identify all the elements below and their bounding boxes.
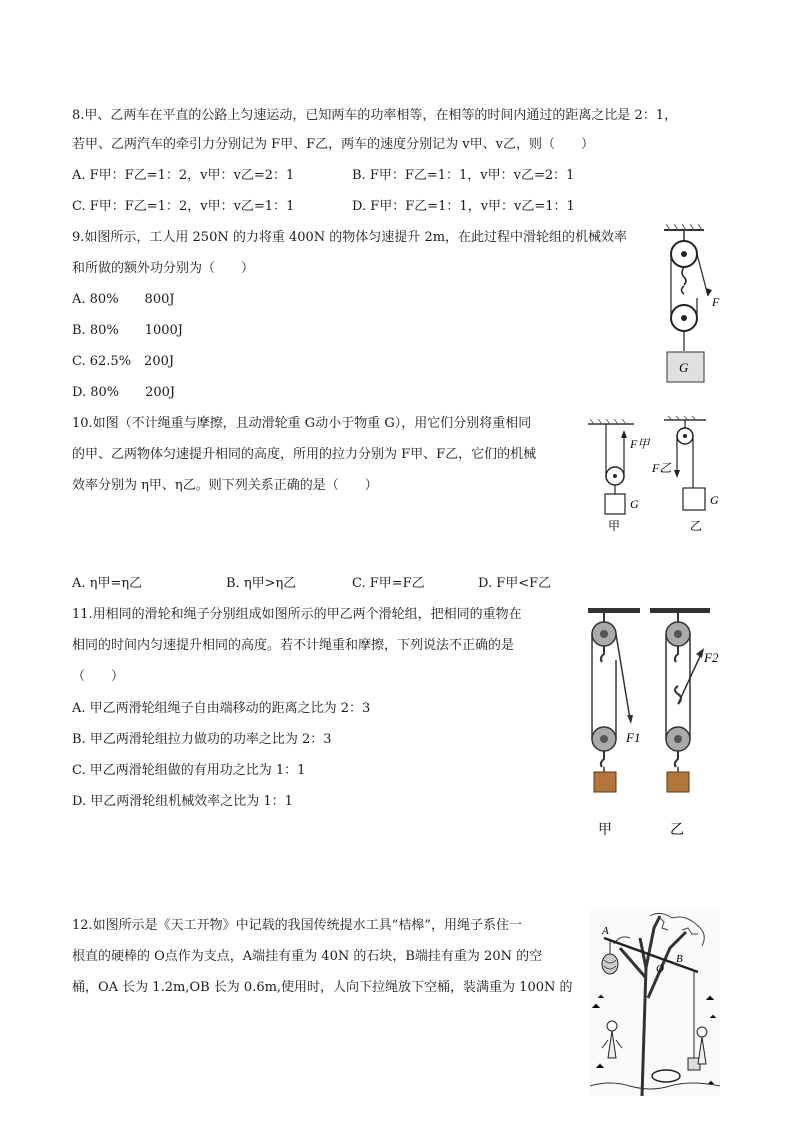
q10-figure-weight-1-label: G (630, 497, 639, 511)
q11-option-a: A. 甲乙两滑轮组绳子自由端移动的距离之比为 2：3 (72, 701, 371, 716)
q11-figure-caption-2: 乙 (670, 823, 684, 838)
q10-option-c: C. F甲=F乙 (352, 576, 425, 591)
q9-option-c: C. 62.5% 200J (72, 354, 175, 369)
q10-figure-caption-2: 乙 (690, 519, 703, 533)
q11-option-c: C. 甲乙两滑轮组做的有用功之比为 1：1 (72, 763, 306, 778)
q9-option-d: D. 80% 200J (72, 385, 176, 400)
q11-figure-force-2-label: F2 (704, 650, 719, 665)
q12-stem-line1: 12.如图所示是《天工开物》中记载的我国传统提水工具“桔槔”，用绳子系住一 (72, 918, 522, 933)
q10-stem-line1: 10.如图（不计绳重与摩擦，且动滑轮重 G动小于物重 G），用它们分别将重相同 (72, 416, 532, 431)
q10-figure-caption-1: 甲 (608, 519, 621, 533)
q11-stem-line3: （ ） (72, 669, 125, 684)
q8-option-d: D. F甲：F乙=1：1，v甲：v乙=1：1 (352, 199, 575, 214)
q12-figure-a-label: A (602, 925, 609, 937)
q9-option-b: B. 80% 1000J (72, 323, 184, 338)
q10-option-b: B. η甲>η乙 (226, 576, 297, 591)
q10-stem-line2: 的甲、乙两物体匀速提升相同的高度，所用的拉力分别为 F甲、F乙，它们的机械 (72, 447, 537, 462)
q9-pulley-figure (650, 224, 730, 386)
q9-option-a: A. 80% 800J (72, 292, 175, 307)
q10-figure-weight-2-label: G (710, 493, 719, 507)
q10-option-a: A. η甲=η乙 (72, 576, 143, 591)
q12-stem-line3: 桶，OA 长为 1.2m,OB 长为 0.6m,使用时，人向下拉绳放下空桶，装满重为 100N 的 (72, 980, 573, 995)
q12-figure-o-label: O (656, 963, 664, 975)
q9-figure-force-label: F (712, 295, 720, 309)
q10-figure-force-2-label: F乙 (652, 461, 672, 475)
q11-option-d: D. 甲乙两滑轮组机械效率之比为 1：1 (72, 794, 293, 809)
q12-figure-b-label: B (676, 953, 683, 965)
q12-jiegao-illustration (590, 908, 720, 1096)
q9-figure-weight-label: G (679, 360, 689, 375)
q11-stem-line2: 相同的时间内匀速提升相同的高度。若不计绳重和摩擦，下列说法不正确的是 (72, 638, 515, 653)
q11-figure-caption-1: 甲 (598, 823, 612, 838)
q8-option-c: C. F甲：F乙=1：2，v甲：v乙=1：1 (72, 199, 295, 214)
q8-stem-line1: 8.甲、乙两车在平直的公路上匀速运动，已知两车的功率相等，在相等的时间内通过的距离之比是 2：1， (72, 108, 678, 123)
q8-option-a: A. F甲：F乙=1：2，v甲：v乙=2：1 (72, 168, 295, 183)
q10-option-d: D. F甲<F乙 (478, 576, 552, 591)
q11-pulley-figure (574, 604, 724, 844)
q9-stem-line1: 9.如图所示，工人用 250N 的力将重 400N 的物体匀速提升 2m，在此过程中滑轮组的机械效率 (72, 230, 628, 245)
q11-figure-force-1-label: F1 (626, 730, 641, 745)
q12-stem-line2: 根直的硬棒的 O点作为支点，A端挂有重为 40N 的石块，B端挂有重为 20N 的空 (72, 949, 543, 964)
q10-figure-force-1-label: F甲 (630, 437, 650, 451)
q8-stem-line2: 若甲、乙两汽车的牵引力分别记为 F甲、F乙，两车的速度分别记为 v甲、v乙，则（ ） (72, 137, 594, 152)
q11-option-b: B. 甲乙两滑轮组拉力做功的功率之比为 2：3 (72, 732, 332, 747)
q8-option-b: B. F甲：F乙=1：1，v甲：v乙=2：1 (352, 168, 575, 183)
q10-stem-line3: 效率分别为 η甲、η乙。则下列关系正确的是（ ） (72, 478, 378, 493)
q11-stem-line1: 11.用相同的滑轮和绳子分别组成如图所示的甲乙两个滑轮组，把相同的重物在 (72, 607, 522, 622)
q9-stem-line2: 和所做的额外功分别为（ ） (72, 261, 255, 276)
q10-pulley-figure (586, 416, 726, 536)
